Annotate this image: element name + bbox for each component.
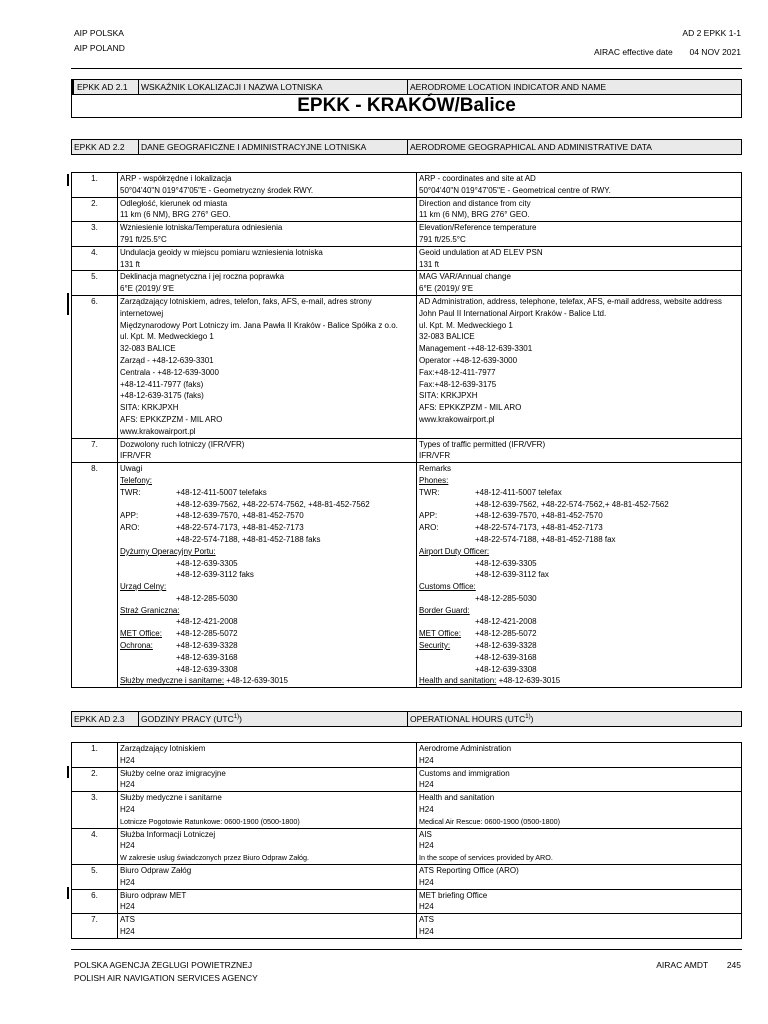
remarks-pl — [118, 463, 417, 688]
row-number: 8. — [72, 463, 118, 688]
health-label: Służby medyczne i sanitarne: — [120, 676, 225, 686]
table-row — [72, 246, 742, 271]
cell-en — [417, 914, 742, 939]
row-number: 3. — [72, 222, 118, 247]
cell-en — [417, 792, 742, 828]
security-label: Security: — [419, 641, 451, 651]
item-value: Zarząd - +48-12-639-3301 — [120, 355, 214, 365]
section-title-pl: WSKAŹNIK LOKALIZACJI I NAZWA LOTNISKA — [139, 80, 408, 95]
met-phone: +48-12-285-5072 — [475, 629, 537, 639]
header-page-ref: AD 2 EPKK 1-1 — [682, 28, 741, 38]
row-number: 7. — [72, 438, 118, 463]
item-value: H24 — [120, 755, 135, 765]
app-phone: +48-12-639-7570, +48-81-452-7570 — [176, 511, 304, 521]
item-label: Biuro Odpraw Załóg — [120, 865, 192, 875]
table-row — [72, 438, 742, 463]
item-value: +48-12-411-7977 (faks) — [120, 379, 204, 389]
item-value: H24 — [419, 841, 434, 851]
item-value: Medical Air Rescue: 0600-1900 (0500-1800) — [419, 816, 561, 826]
section-2-1 — [71, 79, 742, 118]
item-label: Deklinacja magnetyczna i jej roczna poprawka — [120, 272, 285, 282]
airac-date: 04 NOV 2021 — [689, 47, 741, 57]
cell-pl — [118, 246, 417, 271]
section-2-1-header-row — [72, 80, 742, 95]
item-value: H24 — [419, 902, 434, 912]
item-label: Customs and immigration — [419, 768, 510, 778]
section-2-3-header — [71, 711, 742, 727]
item-value: 791 ft/25.5°C — [120, 234, 167, 244]
item-value: H24 — [120, 877, 135, 887]
footer-agency-en: POLISH AIR NAVIGATION SERVICES AGENCY — [74, 973, 258, 983]
security-phone: +48-12-639-3308 — [475, 664, 537, 674]
cell-pl — [118, 864, 417, 889]
cell-en — [417, 271, 742, 296]
met-label: MET Office: — [419, 629, 461, 639]
row-number: 1. — [72, 743, 118, 768]
duty-phone: +48-12-639-3112 faks — [176, 570, 254, 580]
item-value: ul. Kpt. M. Medweckiego 1 — [120, 332, 214, 342]
table-row — [72, 173, 742, 198]
security-phone: +48-12-639-3328 — [475, 641, 537, 651]
item-label: Aerodrome Administration — [419, 744, 512, 753]
duty-phone: +48-12-639-3112 fax — [475, 570, 549, 580]
item-value: www.krakowairport.pl — [120, 426, 196, 436]
item-value: H24 — [419, 877, 434, 887]
footer-agency-pl: POLSKA AGENCJA ŻEGLUGI POWIETRZNEJ — [74, 960, 253, 970]
twr-phone: +48-12-411-5007 telefaks — [176, 487, 267, 497]
item-value: H24 — [419, 755, 434, 765]
item-label: Wzniesienie lotniska/Temperatura odniesienia — [120, 223, 283, 233]
remarks-title: Uwagi — [120, 464, 143, 474]
item-value: In the scope of services provided by ARO. — [419, 853, 553, 863]
item-value: Lotnicze Pogotowie Ratunkowe: 0600-1900 (0500-1800) — [120, 816, 300, 826]
cell-pl — [118, 792, 417, 828]
item-label: Health and sanitation — [419, 793, 495, 803]
remarks-title: Remarks — [419, 464, 452, 474]
cell-en — [417, 889, 742, 914]
section-code: EPKK AD 2.2 — [72, 140, 139, 155]
customs-label: Urząd Celny: — [120, 582, 167, 592]
cell-pl — [118, 271, 417, 296]
change-bar — [67, 887, 69, 899]
row-number: 2. — [72, 197, 118, 222]
aro-label: ARO: — [419, 523, 439, 533]
item-value: Międzynarodowy Port Lotniczy im. Jana Pawła II Kraków - Balice Spółka z o.o. — [120, 320, 398, 330]
change-bar — [67, 174, 69, 186]
aro-phone: +48-22-574-7188, +48-81-452-7188 faks — [176, 534, 321, 544]
item-value: 50°04'40"N 019°47'05"E - Geometryczny środek RWY. — [120, 185, 314, 195]
cell-pl — [118, 222, 417, 247]
item-value: 6°E (2019)/ 9'E — [120, 284, 175, 294]
phones-label: Phones: — [419, 475, 449, 485]
item-value: John Paul II International Airport Kraków - Balice Ltd. — [419, 308, 607, 318]
customs-phone: +48-12-285-5030 — [475, 593, 537, 603]
section-2-2-header — [71, 139, 742, 155]
cell-pl — [118, 295, 417, 438]
header-aip-poland: AIP POLAND — [74, 43, 125, 53]
section-2-3-body — [72, 743, 742, 939]
aerodrome-title: EPKK - KRAKÓW/Balice — [72, 95, 742, 118]
item-label: ARP - współrzędne i lokalizacja — [120, 174, 232, 183]
item-label: Zarządzający lotniskiem — [120, 744, 206, 753]
item-value: Management -+48-12-639-3301 — [419, 344, 533, 354]
section-code: EPKK AD 2.1 — [77, 82, 128, 92]
item-label: Dozwolony ruch lotniczy (IFR/VFR) — [120, 439, 245, 449]
item-value: H24 — [120, 926, 135, 936]
aro-label: ARO: — [120, 523, 140, 533]
cell-en — [417, 295, 742, 438]
item-label: AD Administration, address, telephone, telefax, AFS, e-mail address, website address — [419, 296, 722, 306]
table-row — [72, 792, 742, 828]
item-value: SITA: KRKJPXH — [419, 391, 478, 401]
met-phone: +48-12-285-5072 — [176, 629, 238, 639]
table-row — [72, 889, 742, 914]
twr-label: TWR: — [120, 487, 141, 497]
item-value: ul. Kpt. M. Medweckiego 1 — [419, 320, 513, 330]
security-phone: +48-12-639-3308 — [176, 664, 238, 674]
item-label: Odległość, kierunek od miasta — [120, 198, 228, 208]
app-phone: +48-12-639-7570, +48-81-452-7570 — [475, 511, 603, 521]
met-label: MET Office: — [120, 629, 162, 639]
change-bar — [72, 80, 74, 94]
row-number: 4. — [72, 246, 118, 271]
item-value: SITA: KRKJPXH — [120, 403, 179, 413]
section-title-en: OPERATIONAL HOURS (UTC$^{1)}$) — [408, 712, 742, 727]
table-row — [72, 914, 742, 939]
row-number: 4. — [72, 828, 118, 864]
item-value: 11 km (6 NM), BRG 276° GEO. — [120, 210, 231, 220]
cell-en — [417, 222, 742, 247]
item-label: ATS — [419, 915, 434, 925]
cell-pl — [118, 438, 417, 463]
row-number: 6. — [72, 889, 118, 914]
item-value: W zakresie usług świadczonych przez Biuro Odpraw Załóg. — [120, 853, 309, 863]
footer-rule — [71, 949, 742, 950]
security-phone: +48-12-639-3328 — [176, 641, 238, 651]
item-value: H24 — [120, 841, 135, 851]
border-phone: +48-12-421-2008 — [475, 617, 537, 627]
cell-en — [417, 438, 742, 463]
app-label: APP: — [419, 511, 438, 521]
header-rule — [71, 68, 742, 69]
section-2-2-body — [72, 173, 742, 463]
item-value: Operator -+48-12-639-3000 — [419, 355, 518, 365]
table-row — [72, 295, 742, 438]
cell-en — [417, 246, 742, 271]
item-value: H24 — [419, 780, 434, 790]
item-label: Undulacja geoidy w miejscu pomiaru wzniesienia lotniska — [120, 247, 323, 257]
section-title-en: AERODROME GEOGRAPHICAL AND ADMINISTRATIVE DATA — [408, 140, 742, 155]
duty-label: Airport Duty Officer: — [419, 546, 490, 556]
item-value: Centrala - +48-12-639-3000 — [120, 367, 219, 377]
aro-phone: +48-22-574-7173, +48-81-452-7173 — [475, 523, 603, 533]
cell-en — [417, 743, 742, 768]
cell-pl — [118, 914, 417, 939]
cell-en — [417, 173, 742, 198]
item-value: www.krakowairport.pl — [419, 414, 495, 424]
amdt-number: 245 — [726, 960, 741, 970]
aro-phone: +48-22-574-7173, +48-81-452-7173 — [176, 523, 304, 533]
cell-pl — [118, 828, 417, 864]
item-label: Geoid undulation at AD ELEV PSN — [419, 247, 543, 257]
phones-label: Telefony: — [120, 475, 153, 485]
table-row — [72, 271, 742, 296]
table-row — [72, 463, 742, 688]
item-value: 131 ft — [120, 259, 141, 269]
item-value: 32-083 BALICE — [419, 332, 475, 342]
item-value: IFR/VFR — [120, 451, 152, 461]
item-label: Służby celne oraz imigracyjne — [120, 768, 226, 778]
item-value: +48-12-639-3175 (faks) — [120, 391, 204, 401]
cell-en — [417, 828, 742, 864]
item-value: H24 — [120, 780, 135, 790]
change-bar — [67, 766, 69, 778]
item-label: ATS Reporting Office (ARO) — [419, 865, 519, 875]
cell-pl — [118, 889, 417, 914]
aro-phone: +48-22-574-7188, +48-81-452-7188 fax — [475, 534, 616, 544]
item-value: 131 ft — [419, 259, 440, 269]
item-label: Direction and distance from city — [419, 198, 531, 208]
amdt-label: AIRAC AMDT — [656, 960, 709, 970]
table-row — [72, 864, 742, 889]
item-value: H24 — [120, 804, 135, 814]
customs-phone: +48-12-285-5030 — [176, 593, 238, 603]
item-label: Służba Informacji Lotniczej — [120, 829, 216, 839]
twr-phone: +48-12-639-7562, +48-22-574-7562,+ 48-81-452-7562 — [475, 499, 669, 509]
section-code: EPKK AD 2.3 — [72, 712, 139, 727]
header-aip-polska: AIP POLSKA — [74, 28, 124, 38]
section-title-pl: GODZINY PRACY (UTC$^{1)}$) — [139, 712, 408, 727]
security-phone: +48-12-639-3168 — [475, 652, 537, 662]
table-row — [72, 222, 742, 247]
row-number: 1. — [72, 173, 118, 198]
border-phone: +48-12-421-2008 — [176, 617, 238, 627]
item-value: IFR/VFR — [419, 451, 451, 461]
item-value: 32-083 BALICE — [120, 344, 176, 354]
cell-en — [417, 864, 742, 889]
row-number: 5. — [72, 864, 118, 889]
twr-label: TWR: — [419, 487, 440, 497]
item-label: AIS — [419, 829, 432, 839]
item-value: 6°E (2019)/ 9'E — [419, 284, 474, 294]
section-title-pl: DANE GEOGRAFICZNE I ADMINISTRACYJNE LOTNISKA — [139, 140, 408, 155]
duty-phone: +48-12-639-3305 — [176, 558, 238, 568]
item-label: Elevation/Reference temperature — [419, 223, 537, 233]
item-value: H24 — [419, 804, 434, 814]
section-2-3-table — [71, 742, 742, 939]
airac-label: AIRAC effective date — [593, 47, 673, 57]
item-value: H24 — [120, 902, 135, 912]
item-value: H24 — [419, 926, 434, 936]
row-number: 5. — [72, 271, 118, 296]
cell-pl — [118, 743, 417, 768]
header-airac — [594, 47, 741, 57]
table-row — [72, 743, 742, 768]
border-label: Border Guard: — [419, 605, 470, 615]
item-label: Types of traffic permitted (IFR/VFR) — [419, 439, 546, 449]
cell-en — [417, 767, 742, 792]
item-value: AFS: EPKKZPZM - MIL ARO — [120, 414, 223, 424]
cell-pl — [118, 173, 417, 198]
table-row — [72, 767, 742, 792]
remarks-en — [417, 463, 742, 688]
app-label: APP: — [120, 511, 139, 521]
item-value: 11 km (6 NM), BRG 276° GEO. — [419, 210, 530, 220]
item-value: 50°04'40"N 019°47'05"E - Geometrical centre of RWY. — [419, 185, 611, 195]
twr-phone: +48-12-639-7562, +48-22-574-7562, +48-81-452-7562 — [176, 499, 370, 509]
item-value: Fax:+48-12-411-7977 — [419, 367, 496, 377]
row-number: 2. — [72, 767, 118, 792]
item-label: ATS — [120, 915, 135, 925]
section-title-en: AERODROME LOCATION INDICATOR AND NAME — [408, 80, 742, 95]
item-value: Fax:+48-12-639-3175 — [419, 379, 497, 389]
table-row — [72, 197, 742, 222]
border-label: Straż Graniczna: — [120, 605, 180, 615]
cell-pl — [118, 767, 417, 792]
cell-pl — [118, 197, 417, 222]
health-phone: +48-12-639-3015 — [496, 676, 561, 686]
item-value: AFS: EPKKZPZM - MIL ARO — [419, 403, 522, 413]
health-label: Health and sanitation: — [419, 676, 497, 686]
row-number: 7. — [72, 914, 118, 939]
twr-phone: +48-12-411-5007 telefax — [475, 487, 562, 497]
health-phone: +48-12-639-3015 — [224, 676, 288, 686]
item-label: Służby medyczne i sanitarne — [120, 793, 222, 803]
security-label: Ochrona: — [120, 641, 153, 651]
footer-amdt — [656, 960, 741, 970]
duty-phone: +48-12-639-3305 — [475, 558, 537, 568]
item-value: 791 ft/25.5°C — [419, 234, 466, 244]
row-number: 3. — [72, 792, 118, 828]
section-2-2-table — [71, 172, 742, 688]
item-label: MAG VAR/Annual change — [419, 272, 511, 282]
item-label: Zarządzający lotniskiem, adres, telefon, faks, AFS, e-mail, adres strony internetowej — [120, 296, 372, 318]
table-row — [72, 828, 742, 864]
duty-label: Dyżurny Operacyjny Portu: — [120, 546, 216, 556]
item-label: MET briefing Office — [419, 890, 488, 900]
item-label: Biuro odpraw MET — [120, 890, 187, 900]
security-phone: +48-12-639-3168 — [176, 652, 238, 662]
change-bar — [67, 293, 69, 315]
customs-label: Customs Office: — [419, 582, 476, 592]
row-number: 6. — [72, 295, 118, 438]
item-label: ARP - coordinates and site at AD — [419, 174, 536, 183]
cell-en — [417, 197, 742, 222]
